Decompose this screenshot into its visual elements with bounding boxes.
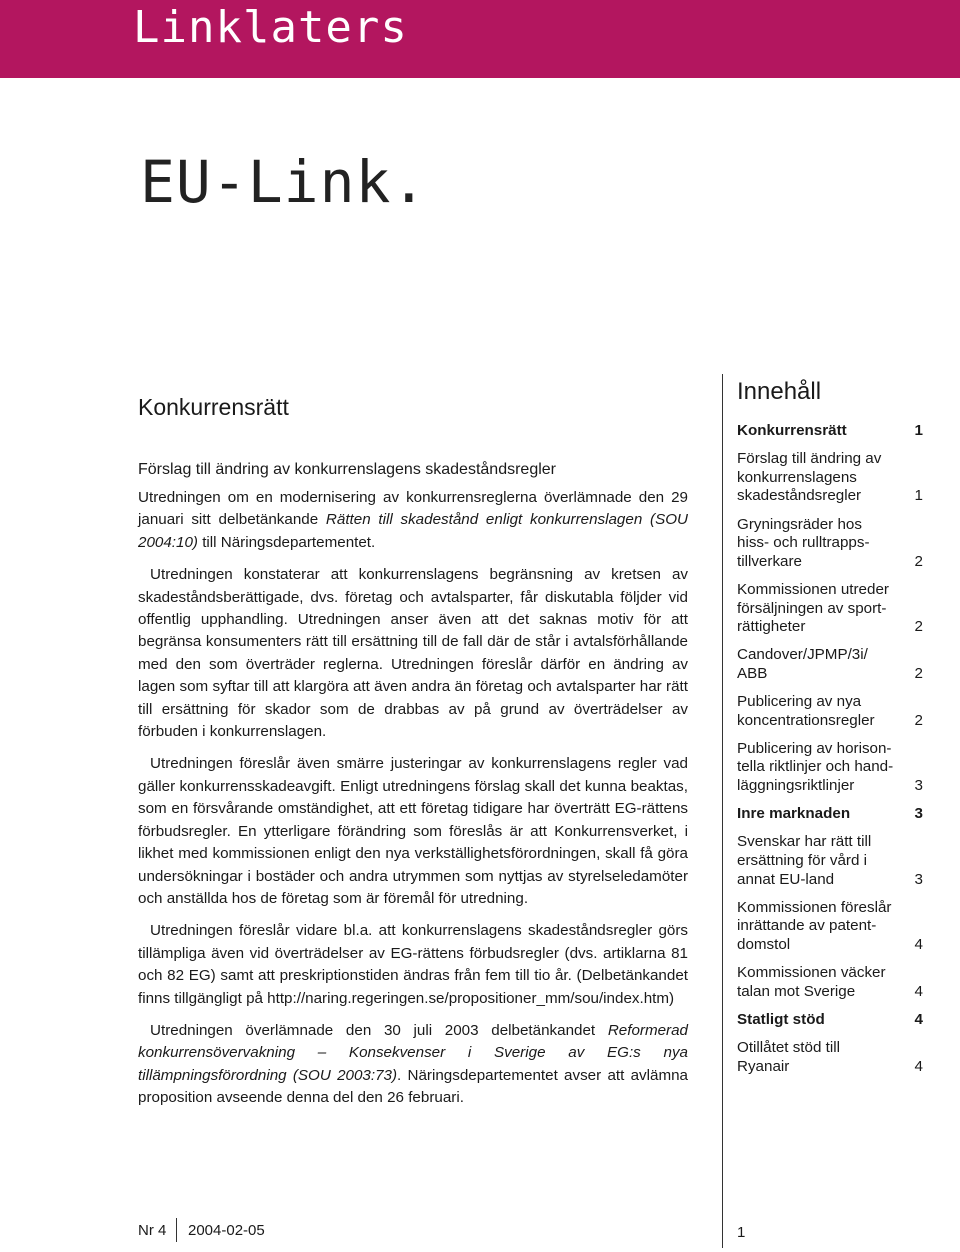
toc-item-label: Publicering av nya koncentrationsregler: [737, 693, 875, 729]
toc-item-page: 4: [914, 936, 923, 953]
publication-title: EU-Link.: [140, 148, 428, 216]
toc-item[interactable]: [737, 422, 923, 441]
table-of-contents: [737, 378, 923, 1086]
column-divider: [722, 374, 723, 1248]
issue-number: Nr 4: [138, 1222, 167, 1239]
header-banner: [0, 0, 960, 78]
toc-item-page: 2: [914, 618, 923, 636]
toc-item[interactable]: [737, 516, 923, 572]
toc-item-label: Svenskar har rätt till ersättning för vård i annat EU-land: [737, 833, 872, 888]
paragraph-body: Utredningen konstaterar att konkurrenslagens begränsning av kretsen av skadeståndsberättigade, dvs. företag och avtalsparter, får diskutabla följder vid offentlig upphandling. Utredningen anser även att det saknas motiv för att begränsa konsumenters rätt till ersättning till de fall där de står i avtalsförhållande med den som överträder reglerna. Utredningen föreslår därför en ändring av lagen som syftar till att klargöra att även andra än företag och avtalsparter har rätt till ersättning för skador som de drabbas av på grund av överträdelser av förbuden i konkurrenslagen.: [138, 566, 688, 741]
paragraph-intro: [138, 487, 688, 554]
toc-item[interactable]: [737, 964, 923, 1001]
toc-item-page: 4: [914, 1010, 923, 1028]
toc-item-label: Otillåtet stöd till Ryanair: [737, 1039, 840, 1075]
article-title: Förslag till ändring av konkurrenslagens skadeståndsregler: [138, 461, 556, 478]
toc-item-label: Kommissionen föreslår inrättande av patent- domstol: [737, 898, 892, 953]
toc-item-page: 2: [914, 552, 923, 570]
paragraph-intro-text-b: till Näringsdepartementet.: [197, 533, 376, 551]
toc-item-page: 4: [914, 982, 923, 1000]
toc-item-page: 3: [914, 805, 923, 823]
toc-item[interactable]: [737, 805, 923, 824]
issue-date: 2004-02-05: [188, 1222, 265, 1239]
paragraph-italic: Reformerad konkurrensövervakning – Konsekvenser i Sverige av EG:s nya tillämpningsförordning (SOU 2003:73): [138, 1021, 688, 1084]
toc-item-label: Publicering av horison- tella riktlinjer och hand- läggningsriktlinjer: [737, 739, 894, 795]
toc-item-label: Förslag till ändring av konkurrenslagens skadeståndsregler: [737, 450, 882, 505]
toc-item[interactable]: [737, 646, 923, 683]
toc-item[interactable]: [737, 1039, 923, 1076]
paragraph-text-a: Utredningen överlämnade den 30 juli 2003 delbetänkandet: [150, 1021, 608, 1039]
toc-item-page: 2: [914, 711, 923, 729]
main-content: [138, 394, 688, 1120]
toc-item-label: Gryningsräder hos hiss- och rulltrapps- tillverkare: [737, 515, 870, 570]
paragraph-body: Utredningen föreslår vidare bl.a. att konkurrenslagens skadeståndsregler görs tillämpliga även vid överträdelser av EG-rättens förbudsregler (dvs. artiklarna 81 och 82 EG) samt att preskriptionstiden ändras från fem till tio år. (Delbetänkandet finns tillgängligt på http://naring.regeringen.se/propositioner_mm/sou/index.htm): [138, 922, 688, 1007]
toc-item[interactable]: [737, 899, 923, 955]
toc-item-label: Inre marknaden: [737, 805, 851, 823]
toc-item[interactable]: [737, 693, 923, 730]
toc-item-page: 3: [914, 777, 923, 795]
toc-item-label: Kommissionen utreder försäljningen av sport- rättigheter: [737, 580, 889, 636]
toc-item-page: 1: [914, 422, 923, 439]
paragraph-body: [138, 1020, 688, 1110]
toc-item-page: 2: [914, 664, 923, 682]
toc-heading: Innehåll: [737, 378, 822, 405]
toc-item-label: Kommissionen väcker talan mot Sverige: [737, 964, 886, 1000]
paragraph-text-b: . Näringsdepartementet avser att avlämna proposition avseende denna del den 26 februari.: [138, 1066, 688, 1107]
toc-item-label: Candover/JPMP/3i/ ABB: [737, 646, 868, 682]
toc-item[interactable]: [737, 1011, 923, 1030]
footer-separator: [176, 1218, 177, 1242]
section-title: Konkurrensrätt: [138, 394, 289, 420]
paragraph-intro-text-a: Utredningen om en modernisering av konkurrensreglerna överlämnade den 29 januari sitt delbetänkande: [138, 489, 688, 529]
toc-item[interactable]: [737, 740, 923, 796]
brand-logo: Linklaters: [133, 2, 408, 53]
page-number: 1: [737, 1224, 746, 1241]
toc-item-label: Konkurrensrätt: [737, 422, 847, 439]
toc-item-label: Statligt stöd: [737, 1010, 825, 1028]
paragraph-intro-italic: Rätten till skadestånd enligt konkurrenslagen (SOU 2004:10): [138, 511, 688, 551]
toc-item-page: 1: [914, 487, 923, 505]
toc-item[interactable]: [737, 581, 923, 637]
toc-item-page: 3: [914, 870, 923, 888]
paragraph-body: Utredningen föreslår även smärre justeringar av konkurrenslagens regler vad gäller konkurrensskadeavgift. Enligt utredningens förslag skall det kunna beaktas, som en försvårande omständighet, att ett företag tidigare har överträtt EG-rättens förbudsregler. En ytterligare förändring som föreslås är att Konkurrensverket, i likhet med kommissionen enligt den nya verkställighetsförordningen, skall få göra undersökningar i bostäder och andra utrymmen som nyttjas av styrelseledamöter och anställda hos de företag som är föremål för utredning.: [138, 755, 688, 907]
toc-item[interactable]: [737, 833, 923, 889]
toc-item-page: 4: [914, 1057, 923, 1075]
toc-item[interactable]: [737, 450, 923, 506]
